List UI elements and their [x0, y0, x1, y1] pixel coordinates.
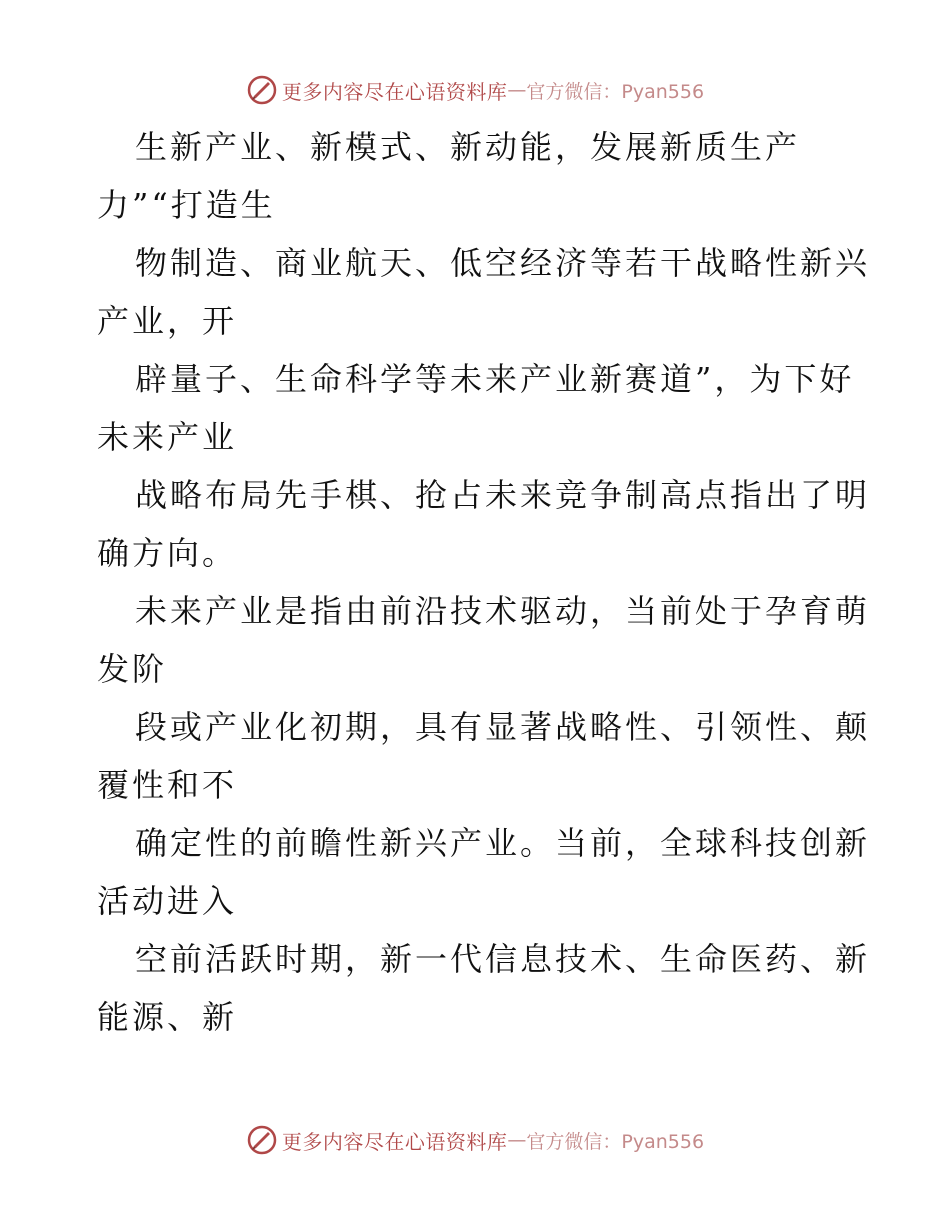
- body-line-5: 辟量子、生命科学等未来产业新赛道”，为下好: [135, 360, 855, 398]
- body-line-9: 未来产业是指由前沿技术驱动，当前处于孕育萌: [135, 592, 871, 630]
- watermark-separator: —: [507, 79, 527, 101]
- watermark-brand: 更多内容尽在心语资料库: [281, 79, 508, 104]
- body-line-14: 活动进入: [97, 882, 238, 920]
- body-line-8: 确方向。: [97, 534, 238, 572]
- body-line-3: 物制造、商业航天、低空经济等若干战略性新兴: [135, 244, 871, 282]
- body-line-6: 未来产业: [97, 418, 238, 456]
- watermark-suffix: 官方微信：Pyan556: [526, 1130, 705, 1153]
- body-line-16: 能源、新: [97, 998, 238, 1036]
- watermark-footer: [0, 1120, 950, 1160]
- body-line-4: 产业，开: [97, 302, 238, 340]
- body-line-13: 确定性的前瞻性新兴产业。当前，全球科技创新: [135, 824, 871, 862]
- quill-circle-logo-icon: [246, 1124, 278, 1156]
- body-line-11: 段或产业化初期，具有显著战略性、引领性、颠: [135, 708, 871, 746]
- watermark-brand: 更多内容尽在心语资料库: [281, 1129, 508, 1154]
- body-line-15: 空前活跃时期，新一代信息技术、生命医药、新: [135, 940, 871, 978]
- quill-circle-logo-icon: [246, 74, 278, 106]
- body-line-10: 发阶: [97, 650, 168, 688]
- watermark-separator: —: [507, 1129, 527, 1151]
- watermark-suffix: 官方微信：Pyan556: [526, 80, 705, 103]
- body-line-2: 力”“打造生: [97, 186, 276, 224]
- body-line-7: 战略布局先手棋、抢占未来竞争制高点指出了明: [135, 476, 871, 514]
- watermark-header: [0, 70, 950, 110]
- body-line-12: 覆性和不: [97, 766, 238, 804]
- document-body: [97, 118, 871, 1046]
- body-line-1: 生新产业、新模式、新动能，发展新质生产: [135, 128, 801, 166]
